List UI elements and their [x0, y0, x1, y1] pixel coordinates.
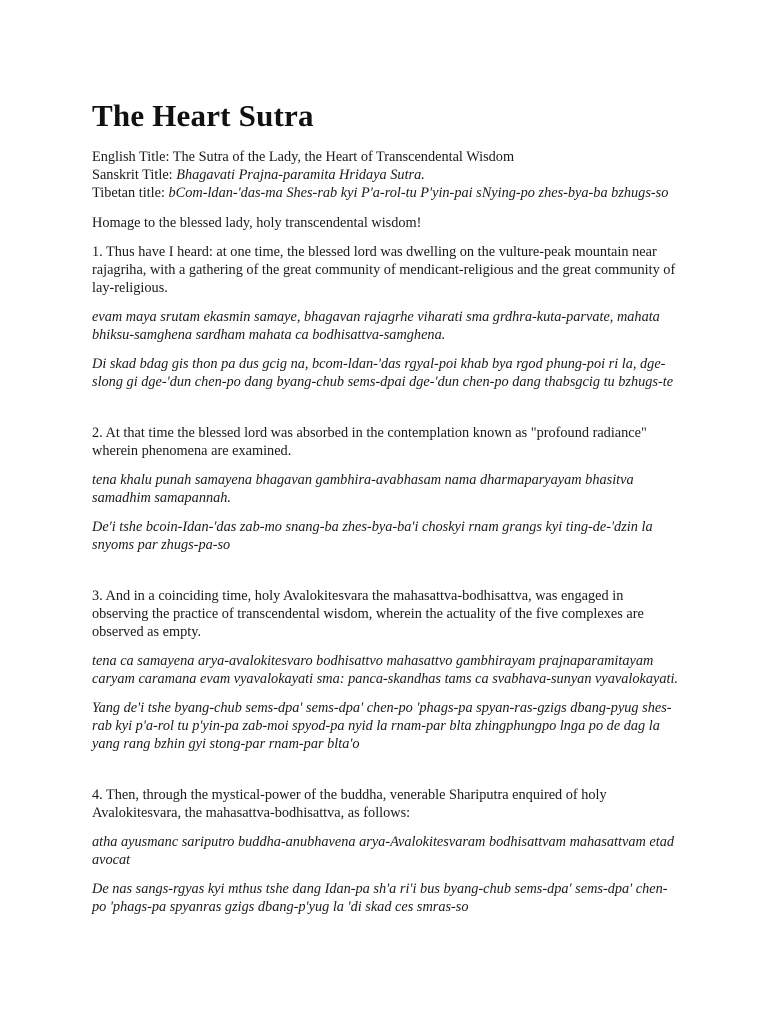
section-english: 2. At that time the blessed lord was absorbed in the contemplation known as "profound radiance" wherein phenomena are examined. [92, 425, 647, 459]
section-1 [92, 243, 680, 391]
section-sanskrit: tena khalu punah samayena bhagavan gambhira-avabhasam nama dharmaparyayam bhasitva samadhim samapannah. [92, 472, 634, 506]
section-3 [92, 587, 680, 753]
section-sanskrit: atha ayusmanc sariputro buddha-anubhavena arya-Avalokitesvaram bodhisattvam mahasattvam etad avocat [92, 834, 674, 868]
english-title-line [92, 148, 680, 166]
section-spacer [92, 565, 680, 587]
title-block [92, 148, 680, 202]
tibetan-title-value: bCom-ldan-'das-ma Shes-rab kyi P'a-rol-tu P'yin-pai sNying-po zhes-bya-ba bzhugs-so [168, 185, 669, 201]
section-english: 1. Thus have I heard: at one time, the blessed lord was dwelling on the vulture-peak mountain near rajagriha, with a gathering of the great community of mendicant-religious and the great community of lay-religious. [92, 244, 676, 296]
document-body [92, 148, 680, 927]
section-spacer [92, 402, 680, 424]
sanskrit-title-value: Bhagavati Prajna-paramita Hridaya Sutra. [176, 167, 425, 183]
section-tibetan: De nas sangs-rgyas kyi mthus tshe dang Idan-pa sh'a ri'i bus byang-chub sems-dpa' sems-dpa' chen-po 'phags-pa spyanras gzigs dbang-p'yug la 'di skad ces smras-so [92, 881, 668, 915]
english-title-label: English Title: [92, 149, 170, 165]
tibetan-title-line [92, 184, 680, 202]
section-tibetan: Yang de'i tshe byang-chub sems-dpa' sems-dpa' chen-po 'phags-pa spyan-ras-gzigs dbang-pyug shes-rab kyi p'a-rol tu p'yin-pa zab-moi spyod-pa nyid la rnam-par blta zhingphungpo lnga po de dag la yang rang bzhin gyi stong-par rnam-par blta'o [92, 700, 672, 752]
homage-paragraph: Homage to the blessed lady, holy transcendental wisdom! [92, 215, 422, 231]
tibetan-title-label: Tibetan title: [92, 185, 165, 201]
section-spacer [92, 764, 680, 786]
section-sanskrit: evam maya srutam ekasmin samaye, bhagavan rajagrhe viharati sma grdhra-kuta-parvate, mahata bhiksu-samghena sardham mahata ca bodhisattva-samghena. [92, 309, 660, 343]
sanskrit-title-label: Sanskrit Title: [92, 167, 173, 183]
section-2 [92, 424, 680, 554]
section-4 [92, 786, 680, 916]
section-english: 4. Then, through the mystical-power of the buddha, venerable Shariputra enquired of holy Avalokitesvara, the mahasattva-bodhisattva, as follows: [92, 787, 607, 821]
english-title-value: The Sutra of the Lady, the Heart of Transcendental Wisdom [172, 149, 515, 165]
section-english: 3. And in a coinciding time, holy Avalokitesvara the mahasattva-bodhisattva, was engaged in observing the practice of transcendental wisdom, wherein the actuality of the five complexes are observed as empty. [92, 588, 644, 640]
section-tibetan: Di skad bdag gis thon pa dus gcig na, bcom-ldan-'das rgyal-poi khab bya rgod phung-poi ri la, dge-slong gi dge-'dun chen-po dang byang-chub sems-dpai dge-'dun chen-po dang thabsgcig tu bzhugs-te [92, 356, 674, 390]
section-tibetan: De'i tshe bcoin-Idan-'das zab-mo snang-ba zhes-bya-ba'i choskyi rnam grangs kyi ting-de-'dzin la snyoms par zhugs-pa-so [92, 519, 653, 553]
section-sanskrit: tena ca samayena arya-avalokitesvaro bodhisattvo mahasattvo gambhirayam prajnaparamitayam caryam caramana evam vyavalokayati sma: panca-skandhas tams ca svabhava-sunyan vyavalokayati. [92, 653, 679, 687]
sanskrit-title-line [92, 166, 680, 184]
page-title: The Heart Sutra [92, 98, 314, 133]
